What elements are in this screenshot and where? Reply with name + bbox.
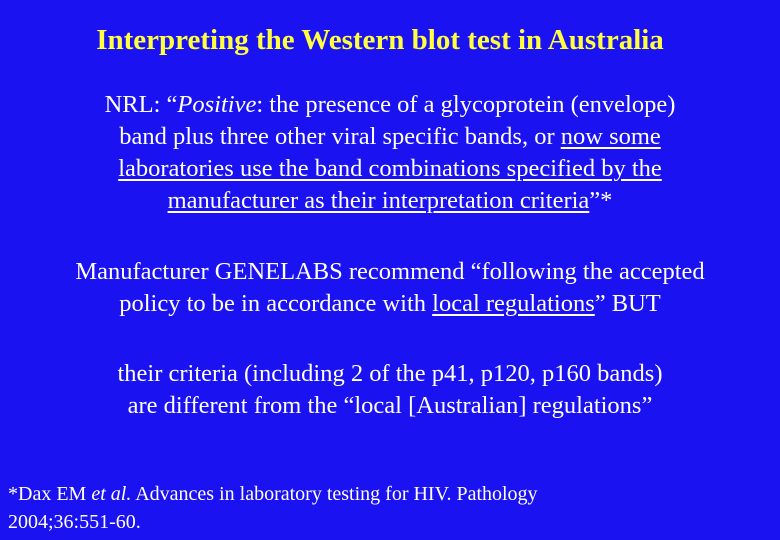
criteria-line-2: are different from the “local [Australian] regulations” xyxy=(127,392,653,419)
nrl-line-4-suffix: ”* xyxy=(589,187,613,214)
nrl-prefix: NRL: “ xyxy=(104,91,178,118)
manufacturer-line-2-prefix: policy to be in accordance with xyxy=(119,290,433,317)
manufacturer-line-2 xyxy=(10,288,770,320)
criteria-paragraph xyxy=(10,358,770,422)
criteria-line-1: their criteria (including 2 of the p41, p120, p160 bands) xyxy=(117,360,663,387)
nrl-line-2 xyxy=(10,121,770,153)
reference-prefix: *Dax EM xyxy=(8,483,92,505)
manufacturer-line-1: Manufacturer GENELABS recommend “following the accepted xyxy=(75,258,705,285)
nrl-line-3-underlined: laboratories use the band combinations specified by the xyxy=(118,155,662,182)
nrl-line-1 xyxy=(10,89,770,121)
nrl-line-3 xyxy=(10,153,770,185)
manufacturer-paragraph xyxy=(10,256,770,320)
nrl-line-4 xyxy=(10,185,770,217)
nrl-line-1-rest: : the presence of a glycoprotein (envelope) xyxy=(256,91,676,118)
slide-title: Interpreting the Western blot test in Australia xyxy=(96,24,664,56)
nrl-definition-paragraph xyxy=(10,89,770,217)
reference-line-2: 2004;36:551-60. xyxy=(8,511,141,533)
nrl-line-2-underlined: now some xyxy=(560,123,661,150)
manufacturer-line-2-suffix: ” BUT xyxy=(594,290,661,317)
reference-rest: Advances in laboratory testing for HIV. Pathology xyxy=(131,483,538,505)
reference-line-1 xyxy=(8,480,768,508)
nrl-line-4-underlined: manufacturer as their interpretation criteria xyxy=(167,187,590,214)
reference-et-al: et al. xyxy=(91,483,132,505)
reference-footnote xyxy=(8,480,768,536)
local-regulations-underlined: local regulations xyxy=(432,290,595,317)
nrl-line-2-plain: band plus three other viral specific bands, or xyxy=(119,123,561,150)
positive-term: Positive xyxy=(177,91,257,118)
